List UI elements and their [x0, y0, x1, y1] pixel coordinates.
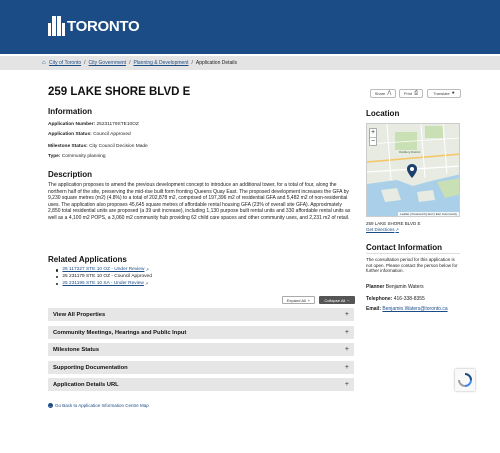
recaptcha-icon — [458, 373, 472, 387]
plus-icon: + — [307, 297, 311, 303]
list-item — [56, 281, 152, 288]
application-status: Application Status: Council Approved — [48, 132, 131, 137]
back-to-map-link[interactable]: ← Go Back to Application Information Centre Map — [48, 403, 149, 408]
email: Email: Benjamin.Waters@toronto.ca — [366, 306, 448, 312]
related-applications-heading: Related Applications — [48, 255, 127, 264]
map-place-label: Distillery District — [399, 150, 421, 154]
expand-all-button[interactable]: Expand All + — [282, 296, 315, 304]
logo-text: TORONTO — [67, 17, 140, 35]
related-applications-list — [56, 267, 152, 287]
toronto-logo[interactable] — [48, 16, 139, 36]
related-application-text: 25 231179 STE 10 OZ - Council Approved — [62, 273, 152, 279]
recaptcha-badge[interactable] — [455, 369, 475, 391]
get-directions-link[interactable]: Get Directions↗ — [366, 226, 399, 232]
breadcrumb-current: Application Details — [195, 60, 238, 66]
page-title: 259 LAKE SHORE BLVD E — [48, 86, 191, 98]
home-icon[interactable]: ⌂ — [42, 59, 46, 66]
share-icon: ⋀ — [387, 90, 392, 96]
plus-icon: + — [344, 311, 349, 318]
site-header — [0, 0, 500, 54]
accordion-application-details-url[interactable]: Application Details URL + — [48, 378, 354, 391]
location-map[interactable] — [366, 123, 460, 217]
map-attribution: Leaflet | Powered by Esri | Esri Community — [400, 212, 457, 216]
breadcrumb-bar — [0, 56, 500, 70]
external-link-icon: ↗ — [145, 267, 149, 272]
minus-icon: − — [347, 297, 350, 303]
list-item — [56, 267, 152, 274]
list-item — [56, 274, 152, 281]
contact-heading: Contact Information — [366, 243, 442, 252]
plus-icon: + — [344, 364, 349, 371]
description-text: The application proposes to amend the previous development concept to introduce an additional tower, for a total of four, along the northern half of the site, preserving the mid-rise built form fronting Queens Quay East. The proposed development increases the GFA by 9,230 square metres (m2) (4.8%) to a total of 202,878 m2, comprised of 197,396 m2 of residential GFA and 5,482 m2 of non-residential uses. The application also proposes 45,645 square metres of affordable rental housing GFA (23% of overall site GFA). Approximately 2,850 total residential units are proposed (a 39 unit increase), including 1,130 purpose built rental units and 330 affordable rental units as well as a 4,100 m2 POPS, a 3,060 m2 community hub providing 62 child care spaces and other community uses, and 2,231 m2 of retail. — [48, 182, 351, 221]
breadcrumb-planning-development[interactable]: Planning & Development — [133, 60, 189, 66]
translate-icon: ● — [451, 90, 455, 96]
accordion-milestone-status[interactable]: Milestone Status + — [48, 343, 354, 356]
application-type: Type: Community planning — [48, 154, 106, 159]
breadcrumb-city-government[interactable]: City Government — [88, 60, 127, 66]
email-link[interactable]: Benjamin.Waters@toronto.ca — [382, 306, 448, 312]
print-button[interactable]: Print ⎙ — [399, 89, 423, 98]
related-application-link[interactable]: 26 117227 STE 10 OZ - Under Review — [62, 267, 145, 272]
application-number: Application Number: 25231179STE10OZ — [48, 122, 139, 127]
print-icon: ⎙ — [414, 90, 419, 96]
map-address: 259 LAKE SHORE BLVD E — [366, 221, 421, 226]
map-marker-icon[interactable] — [407, 164, 417, 178]
telephone: Telephone: 416-338-8355 — [366, 296, 425, 302]
map-zoom-control — [369, 128, 377, 146]
breadcrumb-city-of-toronto[interactable]: City of Toronto — [49, 60, 82, 66]
divider — [366, 253, 460, 254]
plus-icon: + — [344, 329, 349, 336]
city-hall-logo-icon — [48, 16, 65, 36]
breadcrumb: ⌂ City of Toronto / City Government / Planning & Development / Application Details — [42, 59, 238, 66]
zoom-out-button[interactable]: − — [370, 138, 376, 145]
share-button[interactable]: Share ⋀ — [370, 89, 396, 98]
translate-button[interactable]: Translate ● — [427, 89, 461, 98]
milestone-status: Milestone Status: City Council Decision Made — [48, 144, 148, 149]
description-heading: Description — [48, 170, 93, 179]
zoom-in-button[interactable]: + — [370, 129, 376, 136]
planner: Planner Benjamin Waters — [366, 284, 424, 290]
related-application-link[interactable]: 25 231195 STE 10 SA - Under Review — [62, 280, 144, 286]
plus-icon: + — [344, 346, 349, 353]
external-link-icon: ↗ — [144, 280, 149, 286]
contact-text: The consultation period for this application is not open. Please contact the person below for further information. — [366, 257, 458, 274]
accordion-community-meetings[interactable]: Community Meetings, Hearings and Public Input + — [48, 326, 354, 339]
accordion-supporting-documentation[interactable]: Supporting Documentation + — [48, 361, 354, 374]
accordion-view-all-properties[interactable]: View All Properties + — [48, 308, 354, 321]
external-link-icon: ↗ — [395, 226, 399, 232]
back-arrow-icon: ← — [48, 403, 53, 408]
information-heading: Information — [48, 107, 92, 116]
collapse-all-button[interactable]: Collapse All − — [319, 296, 355, 304]
plus-icon: + — [344, 381, 349, 388]
map-caption — [366, 221, 420, 232]
location-heading: Location — [366, 109, 400, 118]
